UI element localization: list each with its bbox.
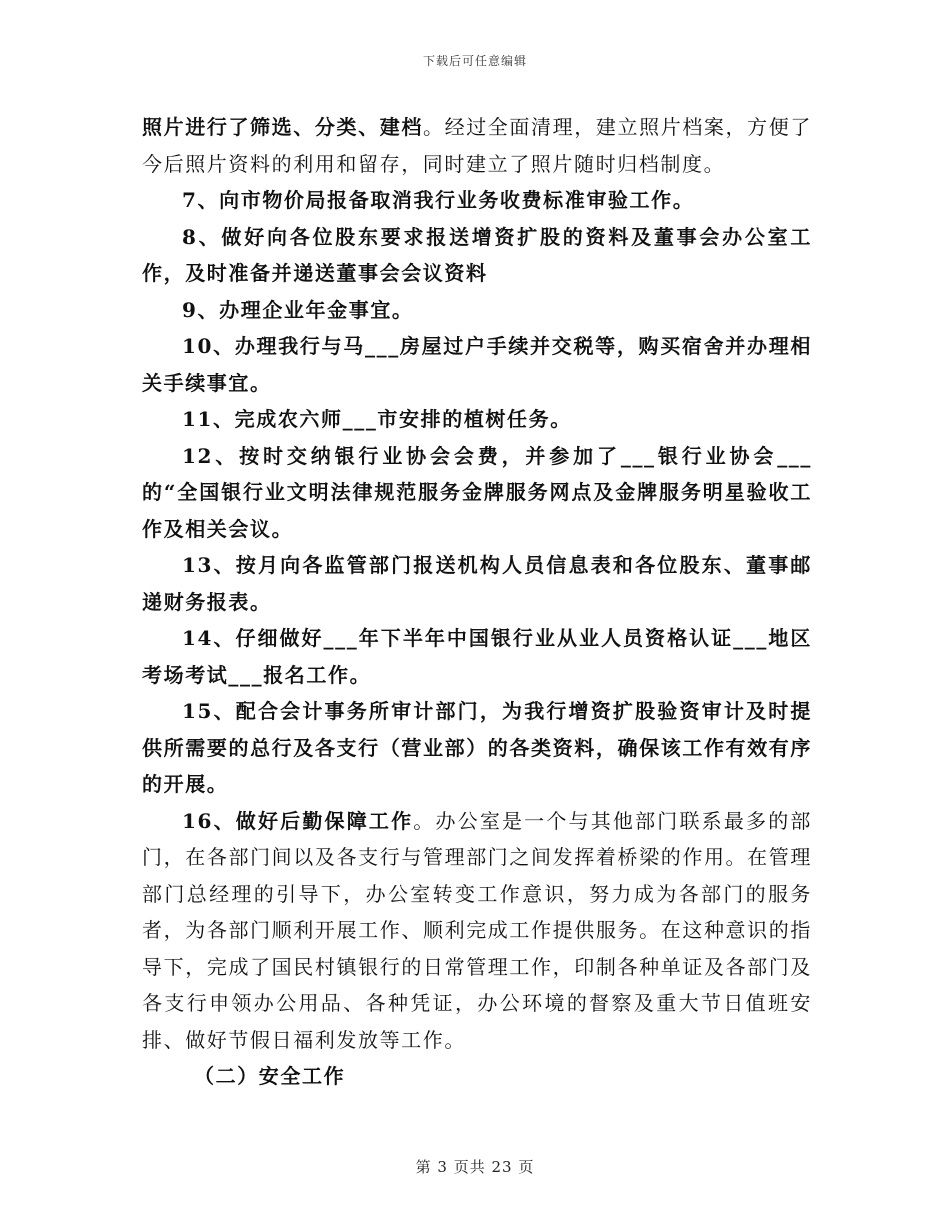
section-heading-safety: （二）安全工作 xyxy=(194,1064,346,1088)
paragraph-item-14: 14、仔细做好___年下半年中国银行业从业人员资格认证___地区考场考试___报名工作。 xyxy=(142,626,812,687)
document-body xyxy=(142,109,812,1095)
paragraph-text: 。经过全面清理，建立照片档案，方便了今后照片资料的利用和留存，同时建立了照片随时归档制度。 xyxy=(142,115,812,176)
paragraph-item-13: 13、按月向各监管部门报送机构人员信息表和各位股东、董事邮递财务报表。 xyxy=(142,553,812,614)
page-footer: 第 3 页共 23 页 xyxy=(415,1158,535,1176)
paragraph-item-8: 8、做好向各位股东要求报送增资扩股的资料及董事会办公室工作，及时准备并递送董事会会议资料 xyxy=(142,224,812,285)
paragraph-item-7: 7、向市物价局报备取消我行业务收费标准审验工作。 xyxy=(182,188,695,212)
paragraph-text: 。办公室是一个与其他部门联系最多的部门，在各部门间以及各支行与管理部门之间发挥着桥梁的作用。在管理部门总经理的引导下，办公室转变工作意识，努力成为各部门的服务者，为各部门顺利开展工作、顺利完成工作提供服务。在这种意识的指导下，完成了国民村镇银行的日常管理工作，印制各种单证及各部门及各支行申领办公用品、各种凭证，办公环境的督察及重大节日值班安排、做好节假日福利发放等工作。 xyxy=(142,808,812,1052)
page-header: 下载后可任意编辑 xyxy=(422,54,527,68)
paragraph-item-12: 12、按时交纳银行业协会会费，并参加了___银行业协会___的“全国银行业文明法律规范服务金牌服务网点及金牌服务明星验收工作及相关会议。 xyxy=(142,443,812,541)
paragraph-item-10: 10、办理我行与马___房屋过户手续并交税等，购买宿舍并办理相关手续事宜。 xyxy=(142,334,812,395)
paragraph-bold-lead: 16、做好后勤保障工作 xyxy=(182,808,414,833)
paragraph-bold-lead: 照片进行了筛选、分类、建档 xyxy=(142,115,423,139)
paragraph-photo-archive xyxy=(142,109,812,182)
paragraph-item-15: 15、配合会计事务所审计部门，为我行增资扩股验资审计及时提供所需要的总行及各支行（营业部）的各类资料，确保该工作有效有序的开展。 xyxy=(142,699,812,796)
paragraph-item-16 xyxy=(142,803,812,1059)
paragraph-item-11: 11、完成农六师___市安排的植树任务。 xyxy=(182,407,572,431)
paragraph-item-9: 9、办理企业年金事宜。 xyxy=(182,297,414,322)
